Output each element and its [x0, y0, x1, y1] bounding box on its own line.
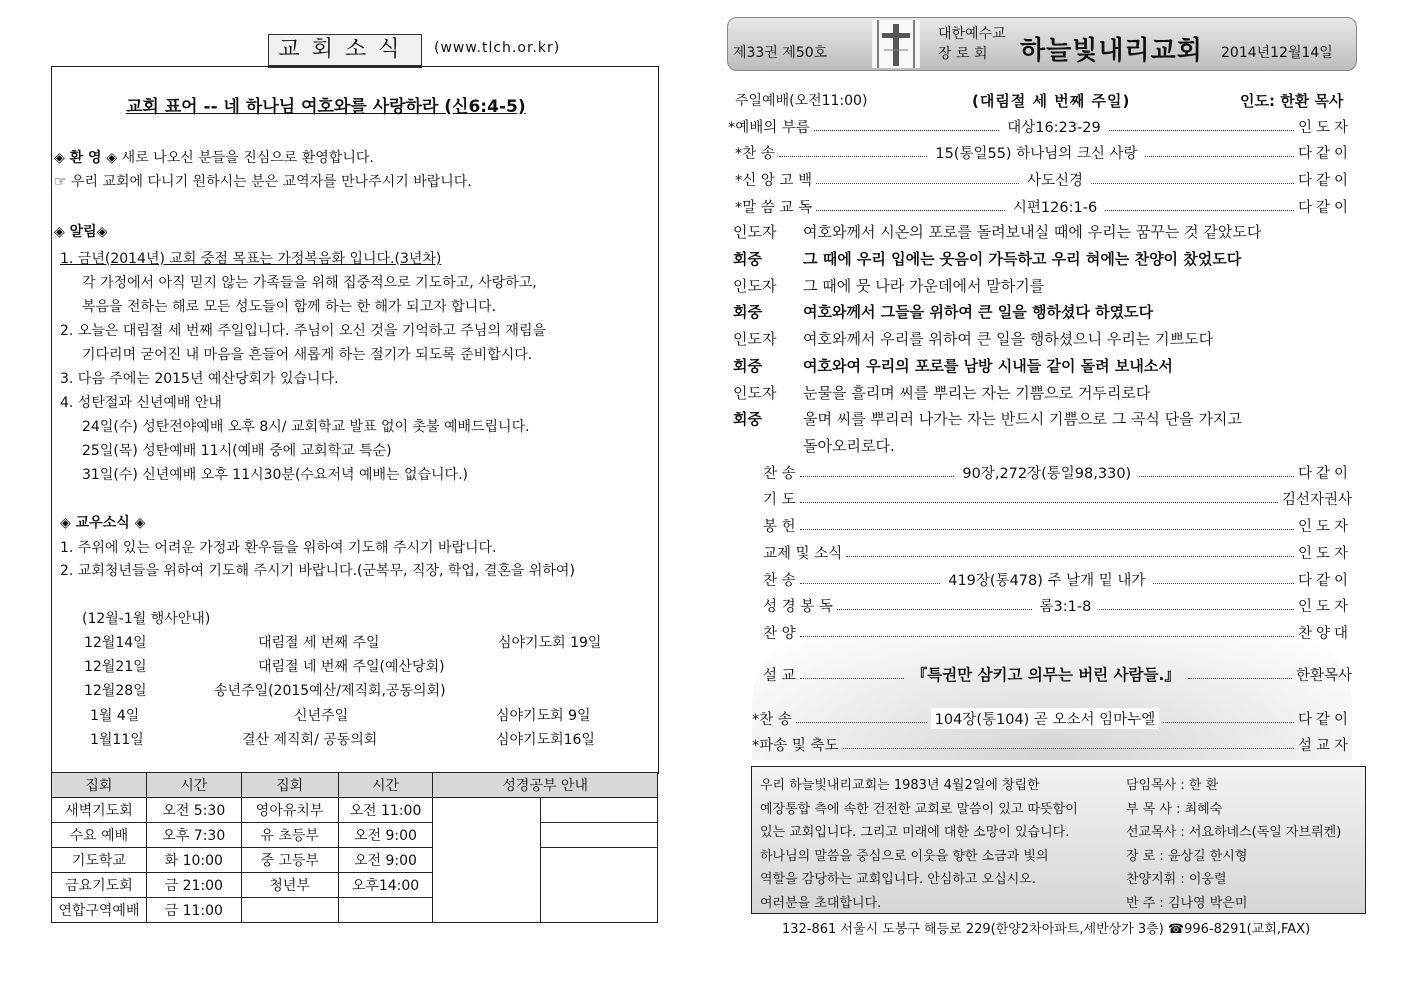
schedule-table	[51, 772, 658, 923]
table-cell: 오후 7:30	[146, 823, 241, 848]
reading-text: 그 때에 뭇 나라 가운데에서 말하기를	[803, 277, 1045, 295]
event-extra: 심야기도회 19일	[498, 635, 602, 651]
order-label: 설 교	[763, 667, 796, 684]
order-person: 인도자	[1297, 119, 1353, 136]
order-person: 다같이	[1297, 465, 1353, 482]
reading-text: 여호와께서 시온의 포로를 돌려보내실 때에 우리는 꿈꾸는 것 같았도다	[803, 223, 1262, 241]
intro-line: 여러분을 초대합니다.	[760, 895, 882, 911]
staff-line: 선교목사 : 서요하네스(독일 자브뤼켄)	[1126, 825, 1342, 840]
order-person: 찬양대	[1297, 625, 1352, 642]
notice-line: 25일(목) 성탄예배 11시(예배 중에 교회학교 특순)	[82, 443, 392, 459]
order-item	[763, 594, 1352, 616]
members-heading: ◈ 교우소식 ◈	[60, 515, 146, 531]
notice-line: 4. 성탄절과 신년예배 안내	[60, 395, 222, 411]
order-content: 15(통일55) 하나님의 크신 사랑	[931, 142, 1141, 163]
table-row	[52, 823, 658, 848]
table-header-row	[52, 773, 658, 798]
staff-line: 장 로 : 윤상길 한시형	[1126, 848, 1248, 864]
order-item	[735, 195, 1352, 217]
intro-line: 역할을 감당하는 교회입니다. 안심하고 오십시오.	[760, 872, 1036, 887]
order-item	[763, 461, 1352, 483]
order-person: 인도자	[1297, 518, 1352, 535]
order-label: *파송 및 축도	[752, 737, 839, 754]
reading-text: 울며 씨를 뿌리러 나가는 자는 반드시 기쁨으로 그 곡식 단을 가지고	[803, 410, 1242, 428]
order-person: 다같이	[1297, 172, 1353, 189]
members-line: 1. 주위에 있는 어려운 가정과 환우들을 위하여 기도해 주시기 바랍니다.	[60, 540, 497, 556]
order-label: 찬 양	[763, 625, 796, 642]
table-cell	[338, 898, 433, 923]
event-name: 결산 제직회/ 공동의회	[242, 732, 378, 748]
order-label: *찬 송	[735, 145, 775, 162]
table-cell: 오전 5:30	[146, 798, 241, 823]
order-person: 다같이	[1297, 145, 1352, 162]
order-label: 봉 헌	[763, 518, 796, 535]
speaker: 인도자	[733, 330, 777, 348]
responsive-line	[733, 408, 1242, 429]
reading-text: 눈물을 흘리며 씨를 뿌리는 자는 기쁨으로 거두리로다	[803, 384, 1151, 402]
speaker: 인도자	[733, 277, 777, 295]
notice-line: 24일(수) 성탄전야예배 오후 8시/ 교회학교 발표 없이 촛불 예배드립니다.	[82, 419, 530, 435]
sermon-item	[763, 663, 1352, 685]
speaker: 인도자	[733, 223, 777, 241]
table-header-cell: 시간	[146, 773, 241, 798]
table-cell: 중 고등부	[241, 848, 338, 873]
order-person: 다같이	[1297, 199, 1352, 216]
reading-text: 돌아오리로다.	[803, 437, 895, 455]
notice-heading: ◈ 알림◈	[54, 224, 108, 240]
table-cell: 금요기도회	[52, 873, 147, 898]
order-item	[752, 707, 1352, 729]
table-cell: 오전 11:00	[338, 798, 433, 823]
news-title: 교회소식	[268, 34, 422, 68]
order-person: 인도자	[1297, 598, 1353, 615]
notice-line: 각 가정에서 아직 믿지 않는 가족들을 위해 집중적으로 기도하고, 사랑하고,	[82, 275, 537, 291]
church-logo-icon	[872, 20, 920, 68]
intro-line: 있는 교회입니다. 그리고 미래에 대한 소망이 있습니다.	[760, 825, 1070, 840]
responsive-line	[733, 355, 1173, 376]
order-person: 인도자	[1297, 545, 1352, 562]
responsive-line	[733, 435, 895, 456]
speaker: 회중	[733, 410, 762, 428]
worship-theme: (대림절 세 번째 주일)	[972, 92, 1131, 110]
table-row	[52, 848, 658, 873]
denomination-line: 장 로 회	[938, 46, 988, 62]
order-item	[763, 621, 1352, 643]
order-content: 대상16:23-29	[1003, 116, 1104, 137]
table-header-cell: 시간	[338, 773, 433, 798]
welcome-heading: ◈ 환 영 ◈	[54, 150, 118, 166]
bible-study-cell	[541, 848, 658, 923]
event-extra: 심야기도회16일	[496, 732, 595, 748]
welcome-text: 새로 나오신 분들을 진심으로 환영합니다.	[117, 150, 374, 166]
responsive-line	[733, 221, 1261, 242]
table-cell: 오후14:00	[338, 873, 433, 898]
table-cell	[241, 898, 338, 923]
responsive-line	[733, 248, 1241, 269]
order-label: *예배의 부름	[728, 119, 810, 136]
table-cell: 수요 예배	[52, 823, 147, 848]
speaker: 회중	[733, 303, 762, 321]
order-label: *말 씀 교 독	[735, 199, 813, 216]
church-url[interactable]: (www.tlch.or.kr)	[434, 40, 561, 56]
church-intro	[760, 774, 1078, 915]
worship-label: 주일예배(오전11:00)	[735, 93, 868, 109]
intro-line: 하나님의 말씀을 중심으로 이웃을 향한 소금과 빛의	[760, 848, 1049, 864]
speaker: 회중	[733, 250, 762, 268]
table-cell: 기도학교	[52, 848, 147, 873]
order-person: 다같이	[1297, 711, 1353, 728]
bible-study-cell	[541, 798, 658, 823]
order-label: 성 경 봉 독	[763, 598, 833, 615]
notice-line: 1. 금년(2014년) 교회 중점 목표는 가정복음화 입니다.(3년차)	[60, 251, 442, 267]
event-date: 12월14일	[84, 635, 147, 651]
table-cell: 연합구역예배	[52, 898, 147, 923]
table-cell: 금 21:00	[146, 873, 241, 898]
responsive-line	[733, 301, 1153, 322]
notice-line: 3. 다음 주에는 2015년 예산당회가 있습니다.	[60, 371, 339, 387]
event-date: 1월11일	[90, 732, 144, 748]
table-row	[52, 798, 658, 823]
table-cell: 영아유치부	[241, 798, 338, 823]
event-name: 송년주일(2015예산/제직회,공동의회)	[214, 683, 446, 699]
event-extra: 심야기도회 9일	[496, 708, 591, 724]
speaker: 인도자	[733, 384, 777, 402]
order-content: 419장(통478) 주 날개 밑 내가	[944, 569, 1149, 590]
order-label: 기 도	[763, 491, 796, 508]
event-date: 12월21일	[84, 659, 147, 675]
bible-study-cell	[541, 823, 658, 848]
worship-leader: 인도: 한환 목사	[1240, 92, 1344, 110]
table-cell: 화 10:00	[146, 848, 241, 873]
staff-line: 반 주 : 김나영 박은미	[1126, 895, 1248, 911]
welcome-line	[54, 147, 374, 167]
order-content: 104장(통104) 곧 오소서 임마누엘	[931, 708, 1160, 729]
staff-list	[1126, 774, 1341, 915]
reading-text: 그 때에 우리 입에는 웃음이 가득하고 우리 혀에는 찬양이 찼었도다	[803, 250, 1242, 268]
events-heading: (12월-1월 행사안내)	[82, 611, 211, 627]
table-cell: 청년부	[241, 873, 338, 898]
table-cell: 오전 9:00	[338, 823, 433, 848]
order-content: 시편126:1-6	[1009, 196, 1101, 217]
speaker: 회중	[733, 357, 762, 375]
order-content: 사도신경	[1023, 169, 1087, 190]
order-item	[763, 541, 1352, 563]
order-content: 롬3:1-8	[1036, 595, 1096, 616]
responsive-line	[733, 382, 1150, 403]
denomination	[938, 24, 1006, 64]
members-line: 2. 교회청년들을 위하여 기도해 주시기 바랍니다.(군복무, 직장, 학업, 결혼을 위하여)	[60, 563, 575, 579]
notice-line: 기다리며 굳어진 내 마음을 흔들어 새롭게 하는 절기가 되도록 준비합시다.	[82, 347, 533, 363]
staff-line: 찬양지휘 : 이웅렬	[1126, 872, 1227, 887]
order-person: 다같이	[1297, 572, 1353, 589]
table-header-cell: 집회	[52, 773, 147, 798]
event-name: 신년주일	[294, 708, 349, 724]
preacher: 한환목사	[1295, 667, 1353, 684]
order-item	[763, 568, 1352, 590]
order-person: 김선자권사	[1281, 491, 1352, 508]
table-header-cell: 집회	[241, 773, 338, 798]
welcome-note: ☞ 우리 교회에 다니기 원하시는 분은 교역자를 만나주시기 바랍니다.	[54, 174, 472, 190]
order-item	[735, 141, 1352, 163]
staff-line: 담임목사 : 한 환	[1126, 778, 1219, 793]
notice-line: 2. 오늘은 대림절 세 번째 주일입니다. 주님이 오신 것을 기억하고 주님의 재림을	[60, 323, 547, 339]
order-label: 교제 및 소식	[763, 545, 843, 562]
volume-number: 제33권 제50호	[733, 45, 828, 61]
order-item	[763, 514, 1352, 536]
event-date: 1월 4일	[90, 708, 140, 724]
order-label: 찬 송	[763, 465, 796, 482]
staff-line: 부 목 사 : 최혜숙	[1126, 801, 1223, 817]
table-cell: 유 초등부	[241, 823, 338, 848]
table-cell: 새벽기도회	[52, 798, 147, 823]
responsive-line	[733, 275, 1044, 296]
order-label: *신 앙 고 백	[735, 172, 813, 189]
church-name: 하늘빛내리교회	[1020, 36, 1203, 66]
denomination-line: 대한예수교	[938, 26, 1006, 42]
intro-line: 우리 하늘빛내리교회는 1983년 4월2일에 창립한	[760, 778, 1040, 793]
bulletin-date: 2014년12월14일	[1221, 45, 1333, 61]
church-address: 132-861 서울시 도봉구 해등로 229(한양2차아파트,세반상가 3층) ☎996-8291(교회,FAX)	[782, 922, 1311, 937]
event-date: 12월28일	[84, 683, 147, 699]
church-motto: 교회 표어 -- 네 하나님 여호와를 사랑하라 (신6:4-5)	[126, 97, 526, 117]
bible-study-cell	[433, 798, 541, 923]
order-label: 찬 송	[763, 572, 796, 589]
order-content: 90장,272장(통일98,330)	[958, 462, 1135, 483]
order-label: *찬 송	[752, 711, 792, 728]
order-item	[763, 487, 1352, 509]
reading-text: 여호와께서 그들을 위하여 큰 일을 행하셨다 하였도다	[803, 303, 1154, 321]
sermon-title: 『특권만 삼키고 의무는 버린 사람들.』	[911, 666, 1180, 684]
order-item	[752, 733, 1352, 755]
event-name: 대림절 네 번째 주일(예산당회)	[258, 659, 445, 675]
reading-text: 여호와께서 우리를 위하여 큰 일을 행하셨으니 우리는 기쁘도다	[803, 330, 1214, 348]
order-person: 설교자	[1297, 737, 1352, 754]
table-cell: 오전 9:00	[338, 848, 433, 873]
order-item	[735, 168, 1352, 190]
responsive-line	[733, 328, 1213, 349]
table-header-cell: 성경공부 안내	[433, 773, 658, 798]
event-name: 대림절 세 번째 주일	[258, 635, 380, 651]
notice-line: 복음을 전하는 해로 모든 성도들이 함께 하는 한 해가 되고자 합니다.	[82, 299, 497, 315]
notice-line: 31일(수) 신년예배 오후 11시30분(수요저녁 예배는 없습니다.)	[82, 467, 468, 483]
order-item	[728, 115, 1352, 137]
intro-line: 예장통합 측에 속한 건전한 교회로 말씀이 있고 따뜻함이	[760, 801, 1078, 817]
reading-text: 여호와여 우리의 포로를 남방 시내들 같이 돌려 보내소서	[803, 357, 1173, 375]
table-cell: 금 11:00	[146, 898, 241, 923]
